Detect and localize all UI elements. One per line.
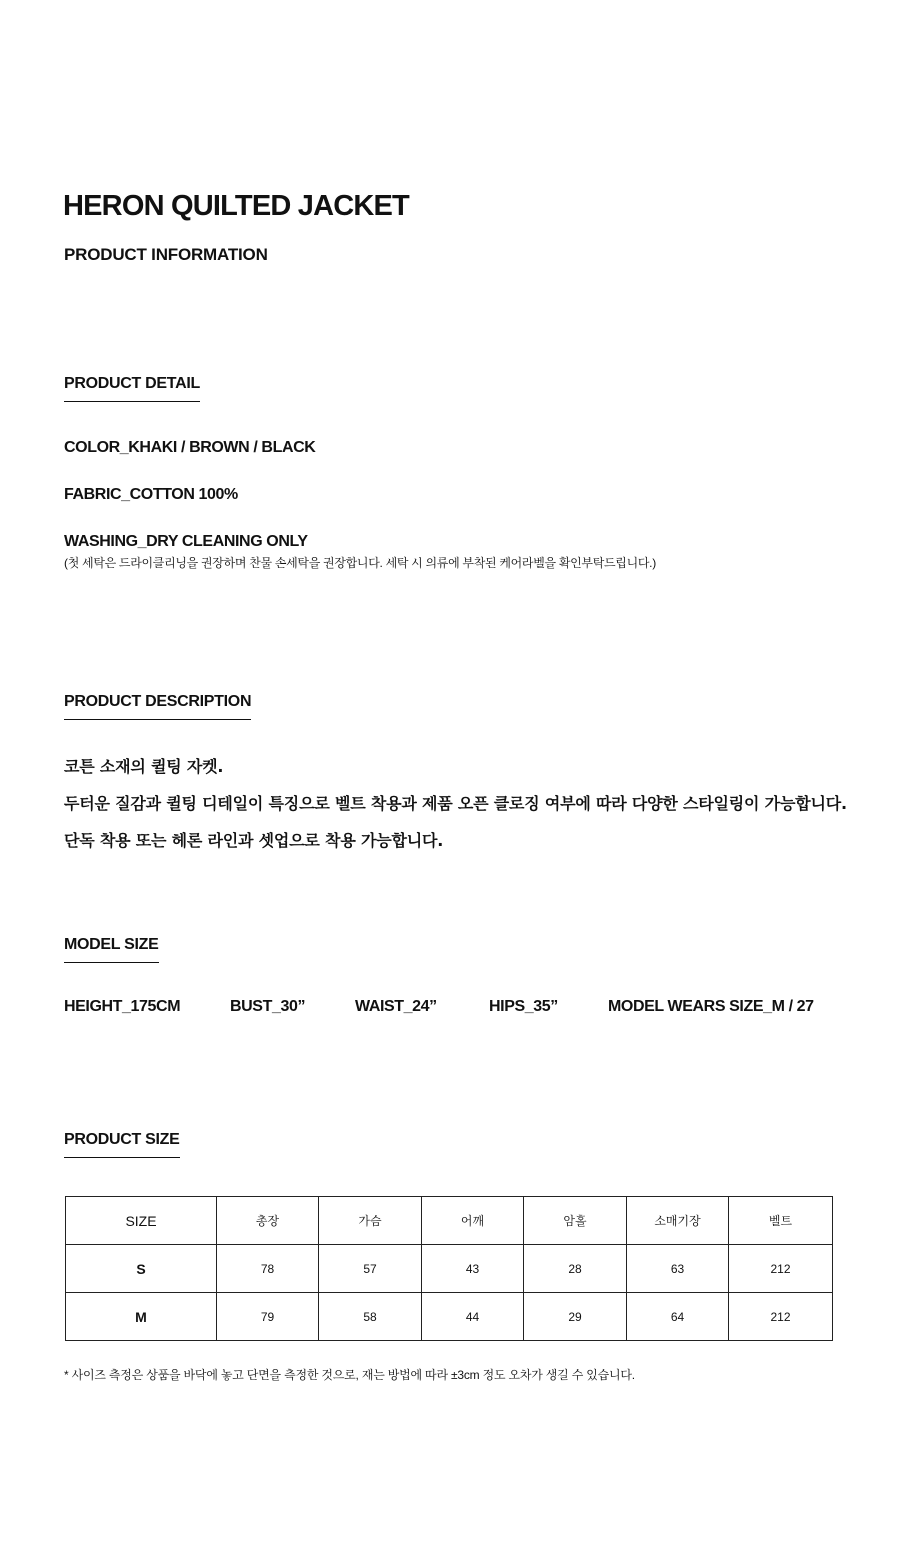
table-cell: 64 bbox=[627, 1293, 729, 1341]
size-table bbox=[65, 1196, 833, 1341]
table-cell: 44 bbox=[422, 1293, 524, 1341]
product-description-heading: PRODUCT DESCRIPTION bbox=[64, 692, 251, 720]
description-line: 단독 착용 또는 헤론 라인과 셋업으로 착용 가능합니다. bbox=[64, 831, 444, 850]
model-hips: HIPS_35” bbox=[489, 998, 558, 1015]
table-cell: 28 bbox=[524, 1245, 627, 1293]
table-row bbox=[66, 1245, 833, 1293]
product-information-label: PRODUCT INFORMATION bbox=[64, 245, 268, 264]
fabric-info: FABRIC_COTTON 100% bbox=[64, 486, 238, 503]
table-cell: 57 bbox=[319, 1245, 422, 1293]
table-cell: 43 bbox=[422, 1245, 524, 1293]
table-header-row bbox=[66, 1197, 833, 1245]
table-header-cell: 벨트 bbox=[729, 1197, 833, 1245]
product-title: HERON QUILTED JACKET bbox=[63, 190, 409, 222]
size-label-cell: S bbox=[66, 1245, 217, 1293]
model-waist: WAIST_24” bbox=[355, 998, 437, 1015]
table-cell: 78 bbox=[217, 1245, 319, 1293]
description-line: 코튼 소재의 퀼팅 자켓. bbox=[64, 757, 224, 776]
table-cell: 58 bbox=[319, 1293, 422, 1341]
description-line: 두터운 질감과 퀼팅 디테일이 특징으로 벨트 착용과 제품 오픈 클로징 여부에 따라 다양한 스타일링이 가능합니다. bbox=[64, 794, 847, 813]
table-cell: 29 bbox=[524, 1293, 627, 1341]
model-wears-size: MODEL WEARS SIZE_M / 27 bbox=[608, 998, 814, 1015]
table-header-cell: 소매기장 bbox=[627, 1197, 729, 1245]
size-footnote: * 사이즈 측정은 상품을 바닥에 놓고 단면을 측정한 것으로, 재는 방법에 따라 ±3cm 정도 오차가 생길 수 있습니다. bbox=[64, 1368, 635, 1382]
table-cell: 212 bbox=[729, 1245, 833, 1293]
table-row bbox=[66, 1293, 833, 1341]
product-detail-heading: PRODUCT DETAIL bbox=[64, 374, 200, 402]
color-info: COLOR_KHAKI / BROWN / BLACK bbox=[64, 439, 316, 456]
table-cell: 63 bbox=[627, 1245, 729, 1293]
washing-info: WASHING_DRY CLEANING ONLY bbox=[64, 533, 308, 550]
care-note: (첫 세탁은 드라이클리닝을 권장하며 찬물 손세탁을 권장합니다. 세탁 시 의류에 부착된 케어라벨을 확인부탁드립니다.) bbox=[64, 556, 656, 570]
product-size-heading: PRODUCT SIZE bbox=[64, 1130, 180, 1158]
table-cell: 79 bbox=[217, 1293, 319, 1341]
model-bust: BUST_30” bbox=[230, 998, 306, 1015]
table-header-cell: 총장 bbox=[217, 1197, 319, 1245]
model-size-heading: MODEL SIZE bbox=[64, 935, 159, 963]
table-header-cell: 암홀 bbox=[524, 1197, 627, 1245]
model-height: HEIGHT_175CM bbox=[64, 998, 181, 1015]
table-header-cell: 가슴 bbox=[319, 1197, 422, 1245]
size-label-cell: M bbox=[66, 1293, 217, 1341]
table-header-cell: SIZE bbox=[66, 1197, 217, 1245]
table-header-cell: 어깨 bbox=[422, 1197, 524, 1245]
table-cell: 212 bbox=[729, 1293, 833, 1341]
